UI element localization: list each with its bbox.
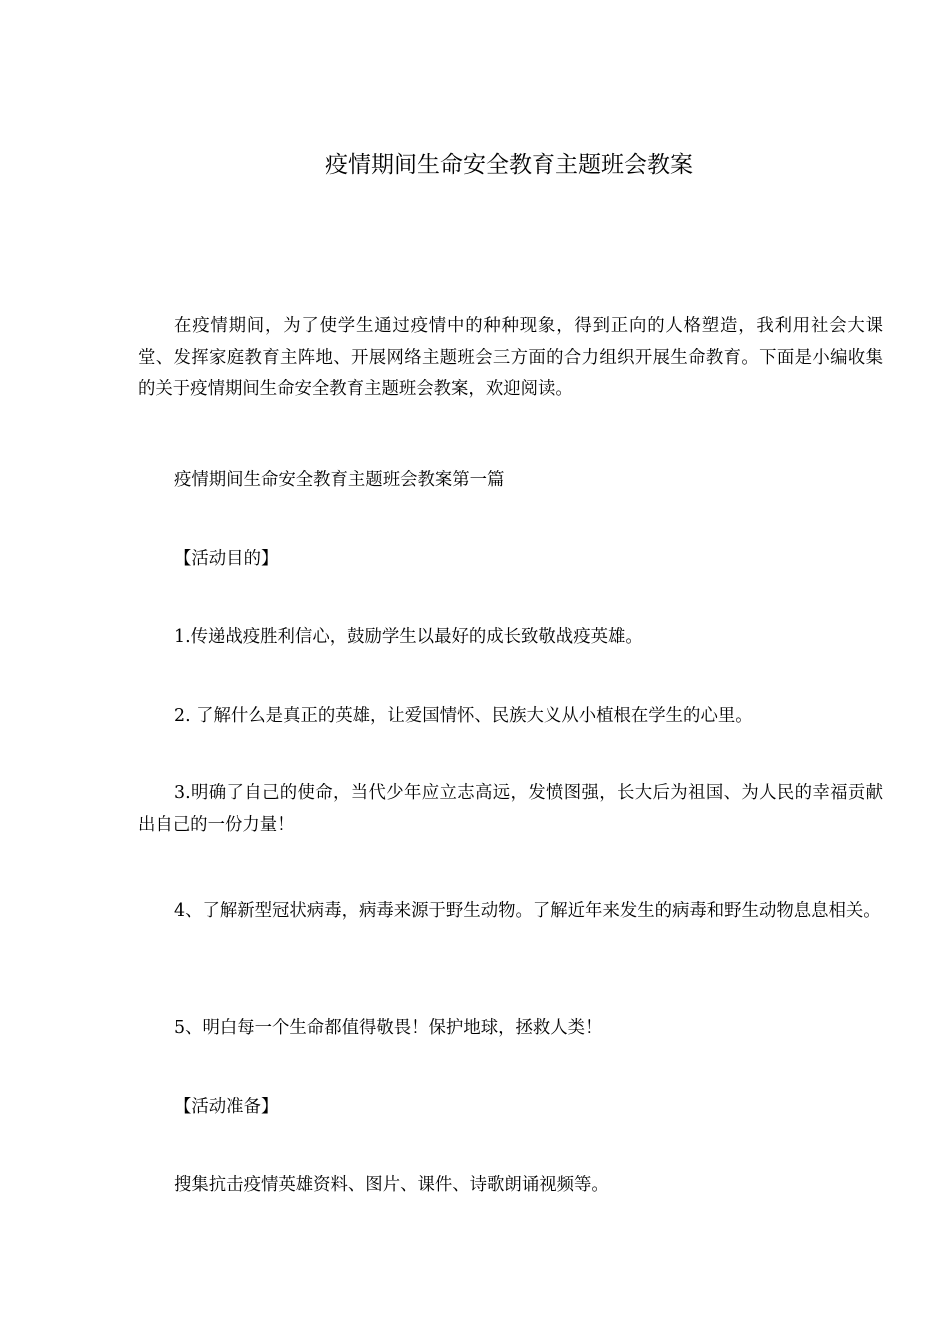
purpose-item-5: 5、明白每一个生命都值得敬畏！保护地球，拯救人类！: [174, 1018, 603, 1038]
purpose-item-4: 4、了解新型冠状病毒，病毒来源于野生动物。了解近年来发生的病毒和野生动物息息相关。: [174, 901, 881, 921]
document-title: 疫情期间生命安全教育主题班会教案: [325, 152, 693, 178]
intro-paragraph: 在疫情期间，为了使学生通过疫情中的种种现象，得到正向的人格塑造，我利用社会大课堂、发挥家庭教育主阵地、开展网络主题班会三方面的合力组织开展生命教育。下面是小编收集的关于疫情期间生命安全教育主题班会教案，欢迎阅读。: [138, 316, 883, 399]
purpose-item-2: 2. 了解什么是真正的英雄，让爱国情怀、民族大义从小植根在学生的心里。: [174, 706, 753, 726]
section-heading-first-lesson: 疫情期间生命安全教育主题班会教案第一篇: [174, 470, 505, 490]
heading-activity-preparation: 【活动准备】: [174, 1097, 279, 1117]
purpose-item-1: 1.传递战疫胜利信心，鼓励学生以最好的成长致敬战疫英雄。: [174, 627, 643, 647]
heading-activity-purpose: 【活动目的】: [174, 549, 279, 569]
preparation-text: 搜集抗击疫情英雄资料、图片、课件、诗歌朗诵视频等。: [174, 1175, 609, 1195]
purpose-item-3: 3.明确了自己的使命，当代少年应立志高远，发愤图强，长大后为祖国、为人民的幸福贡献出自己的一份力量！: [138, 783, 883, 835]
